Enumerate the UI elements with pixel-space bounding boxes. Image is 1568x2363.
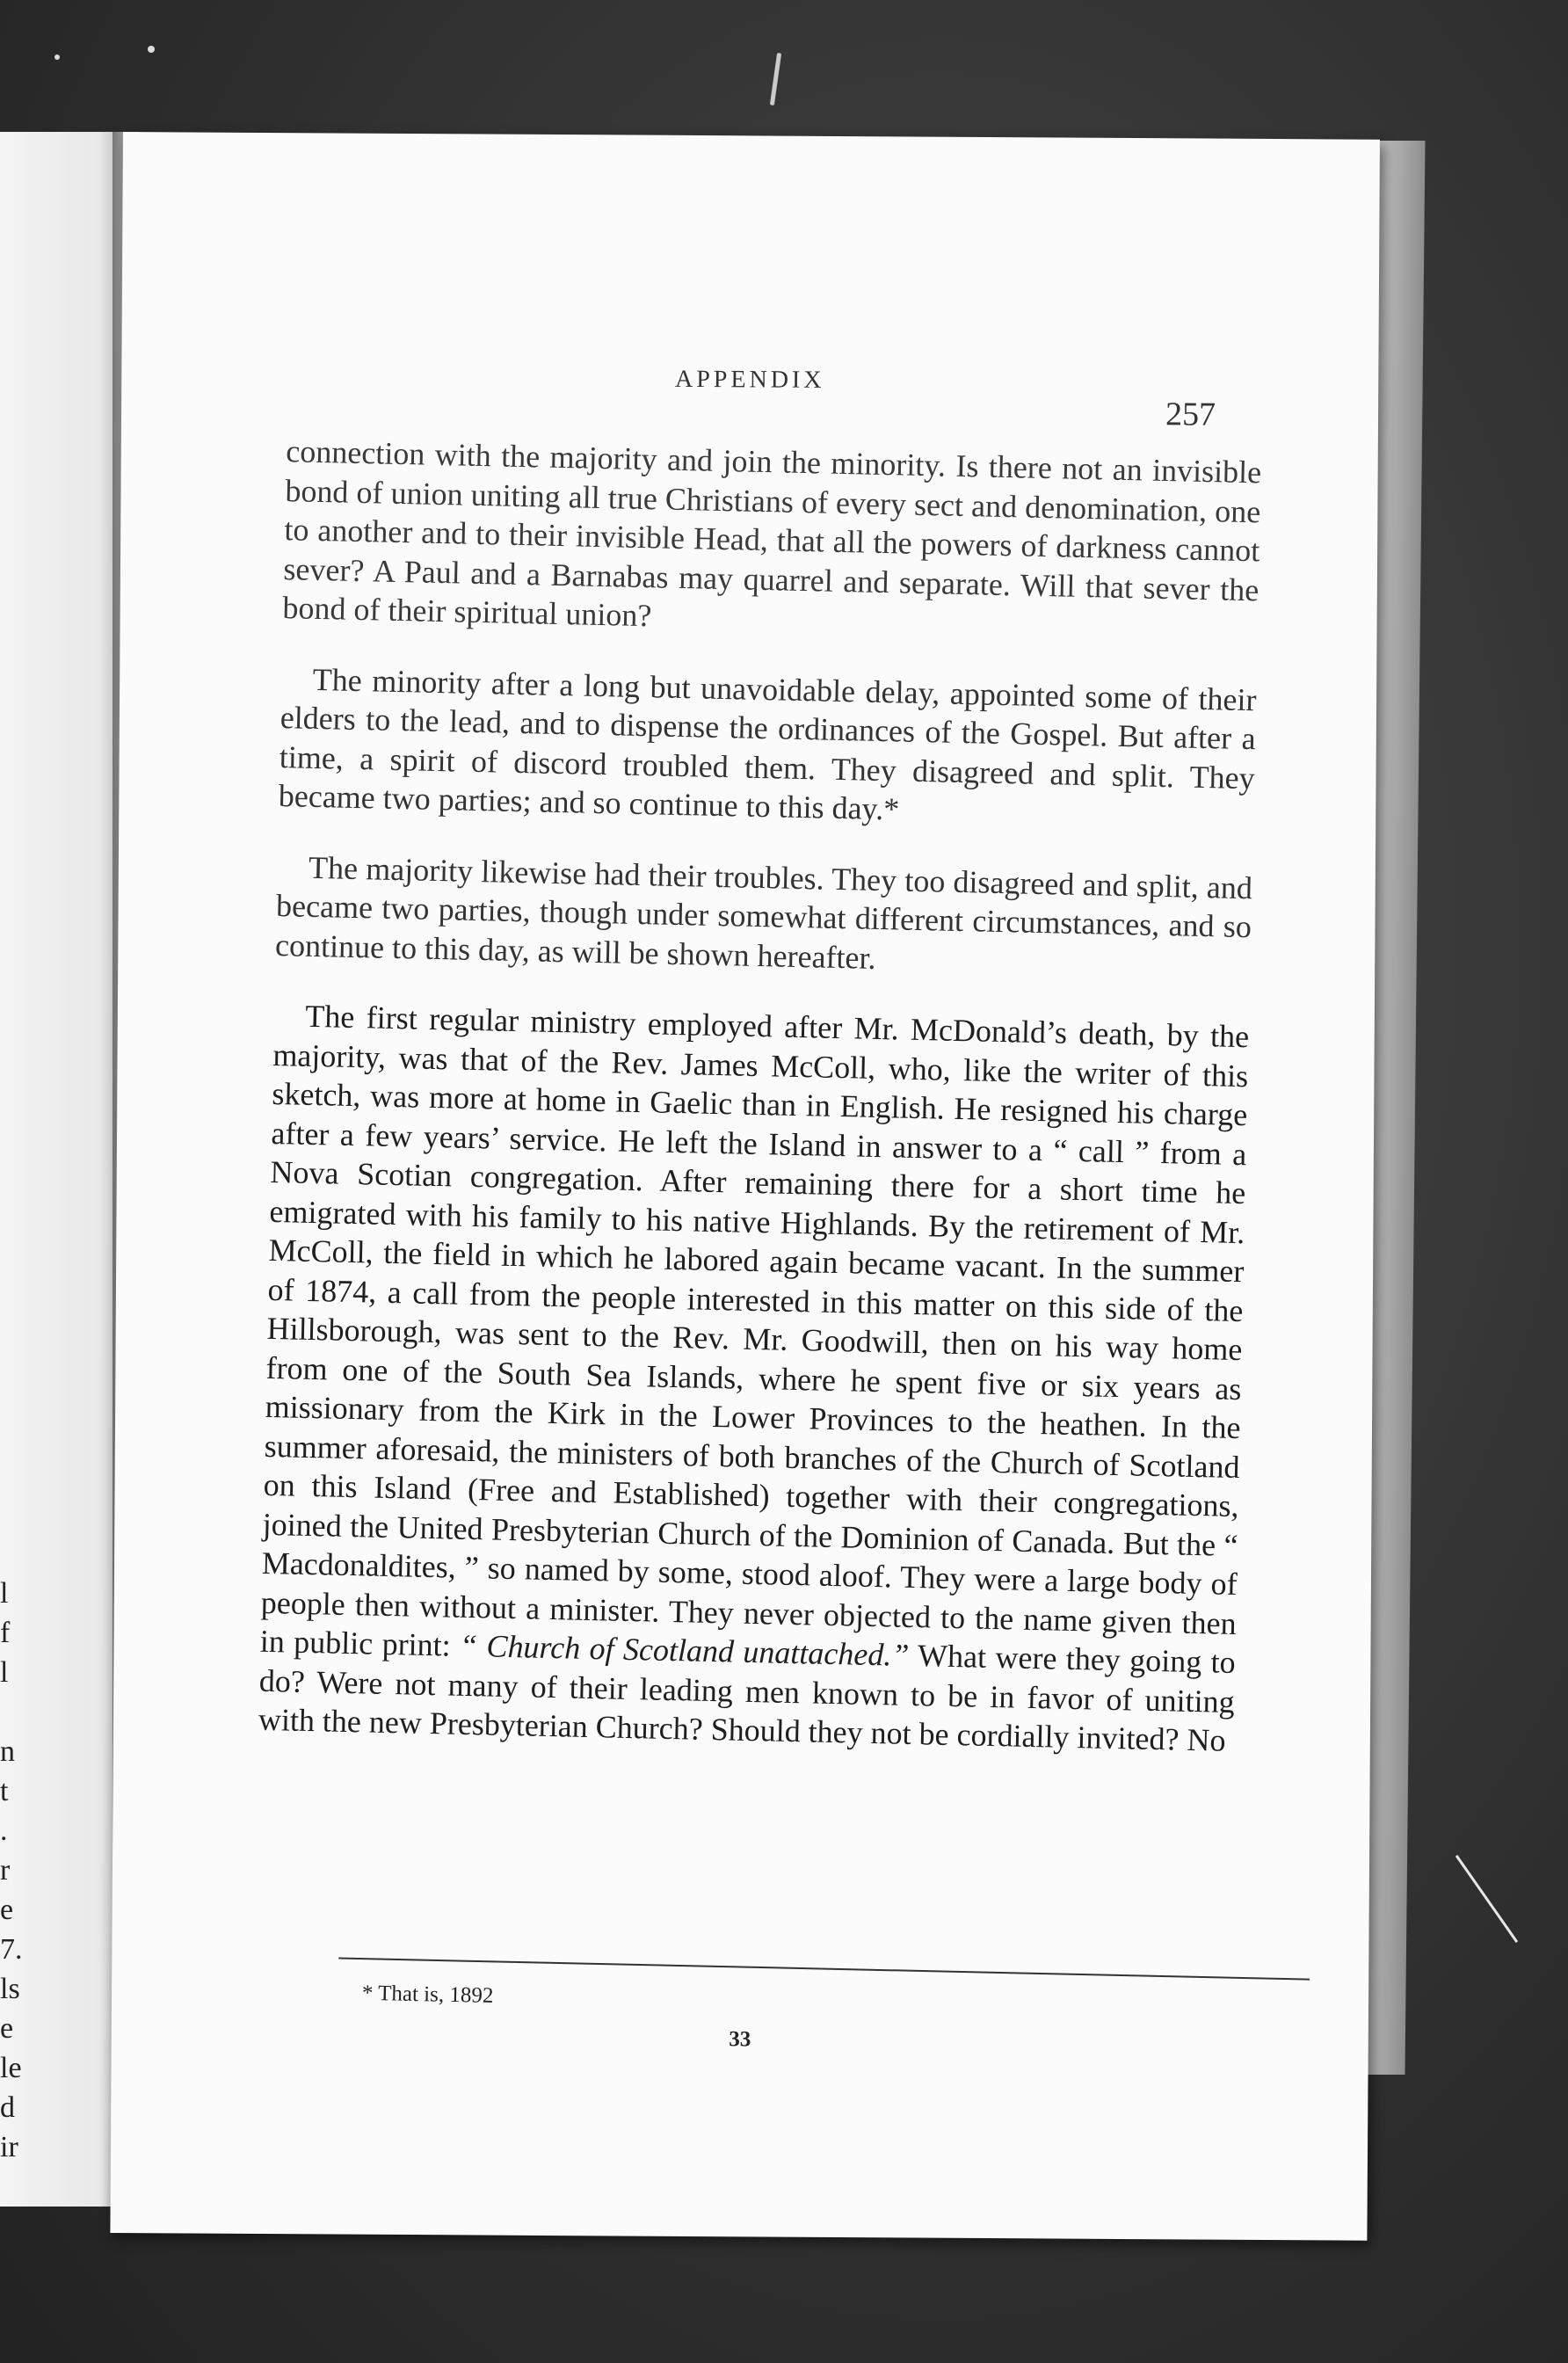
fragment: f xyxy=(0,1617,11,1649)
signature-mark: 33 xyxy=(729,2027,751,2052)
paragraph-text: The first regular ministry employed after Mr. McDonald’s death, by the majority, was that of the Rev. James McColl, who, like the writer of this sketch, was more at home in Gaelic than in English. He resigned his charge after a few years’ service. He left the Island in answer to a “ call ” from a Nova Scotian congregation. After remaining there for a short time he emigrated with his family to his native Highlands. By the retirement of Mr. McColl, the field in which he labored again became vacant. In the summer of 1874, a call from the people interested in this matter on this side of the Hillsborough, was sent to the Rev. Mr. Goodwill, then on his way home from one of the South Sea Islands, where he spent five or six years as missionary from the Kirk in the Lower Provinces to the heathen. In the summer aforesaid, the ministers of both branches of the Church of Scotland on this Island (Free and Established) together with their congregations, joined the United Presbyterian Church of the Dominion of Canada. But the “ Macdonaldites, ” so named by some, stood aloof. They were a large body of people then without a minister. They never objected to the name given then in public print: xyxy=(259,998,1250,1663)
fragment: n xyxy=(0,1735,15,1768)
fragment: l xyxy=(0,1577,9,1610)
facing-page-text-fragments xyxy=(0,1574,35,2167)
fragment: le xyxy=(0,2052,22,2084)
book-page xyxy=(110,132,1380,2241)
footnote-rule xyxy=(338,1958,1310,1981)
fragment: r xyxy=(0,1854,11,1887)
fragment: ir xyxy=(0,2131,18,2163)
paragraph: The minority after a long but unavoidable delay, appointed some of their elders to the lead, and to dispense the ordinances of the Gospel. But after a time, a spirit of discord troubled them. They disagreed and split. They became two parties; and so continue to this day.* xyxy=(278,661,1257,827)
fragment: t xyxy=(0,1775,9,1807)
fragment: 7. xyxy=(0,1933,23,1966)
footnote: * That is, 1892 xyxy=(361,1981,494,2008)
dust-speck xyxy=(54,55,60,60)
fragment: ls xyxy=(0,1973,20,2005)
body-text xyxy=(258,432,1262,1792)
italic-phrase: “ Church of Scotland unattached.” xyxy=(459,1627,910,1673)
fragment: e xyxy=(0,2012,14,2045)
fragment: . xyxy=(0,1814,8,1847)
paragraph: connection with the majority and join the minority. Is there not an invisible bond of union uniting all true Christians of every sect and denomination, one to another and to their invisible Head, that all the powers of darkness cannot sever? A Paul and a Barnabas may quarrel and separate. Will that sever the bond of their spiritual union? xyxy=(282,433,1262,634)
paragraph-text-end: What were they going to do? Were not many of their leading men known to be in favor of uniting with the new Presbyterian Church? Should they not be cordially invited? No xyxy=(258,1637,1237,1758)
page-number: 257 xyxy=(1165,396,1216,433)
paragraph xyxy=(258,996,1249,1761)
fragment: d xyxy=(0,2091,15,2124)
running-head: APPENDIX xyxy=(674,365,825,394)
fragment xyxy=(0,1692,35,1732)
dust-speck xyxy=(148,46,155,53)
paragraph: The majority likewise had their troubles. They too disagreed and split, and became two parties, though under somewhat different circumstances, and so continue to this day, as will be shown hereafter. xyxy=(274,849,1253,976)
fragment: e xyxy=(0,1894,14,1926)
fragment: l xyxy=(0,1656,9,1689)
